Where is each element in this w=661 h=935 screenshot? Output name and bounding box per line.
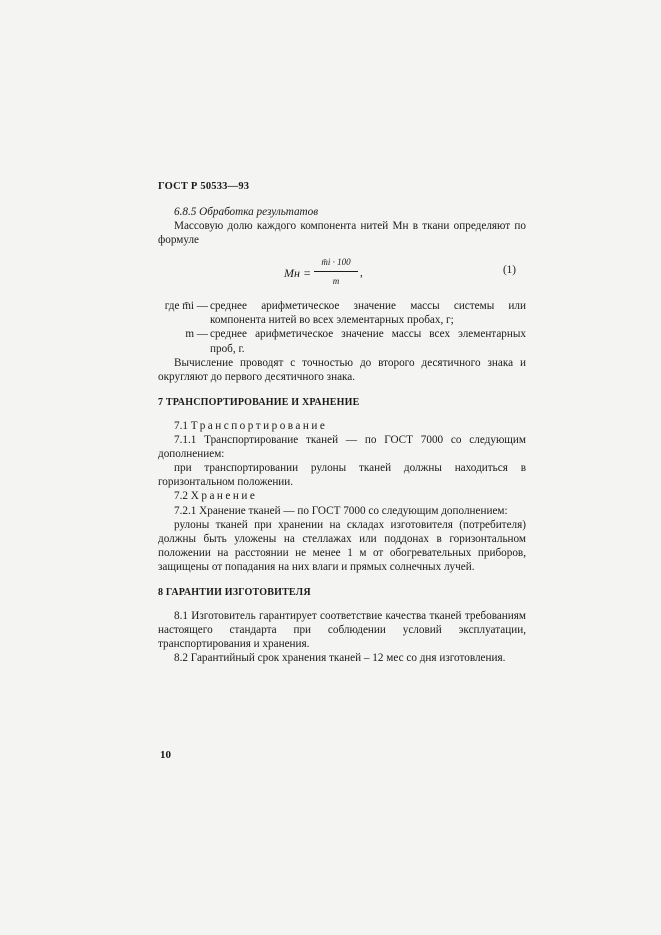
definition-value: среднее арифметическое значение массы системы или компонента нитей во всех элементарных пробах, г; [210,300,526,327]
definition-value: среднее арифметическое значение массы всех элементарных проб, г. [210,328,526,355]
formula-definitions [158,299,526,355]
definition-key: где m̄i — [164,300,208,313]
document-body [158,205,526,665]
section-6-8-5-precision: Вычисление проводят с точностью до второго десятичного знака и округляют до первого десятичного знака. [158,356,526,383]
document-header: ГОСТ Р 50533—93 [158,181,250,192]
section-7-1-title: Транспортирование [190,419,328,432]
section-7-1-heading [174,419,526,433]
formula-fraction [314,255,358,288]
section-8-2: 8.2 Гарантийный срок хранения тканей – 12 мес со дня изготовления. [174,652,506,665]
section-7-2-number: 7.2 [174,490,188,503]
section-6-8-5-title: 6.8.5 Обработка результатов [174,206,319,218]
section-7-2-title: Хранение [190,490,258,503]
section-7-2-heading [174,489,526,503]
formula-lhs: Mн = [284,266,312,281]
section-7-title: 7 ТРАНСПОРТИРОВАНИЕ И ХРАНЕНИЕ [158,396,360,408]
section-7-2-1: 7.2.1 Хранение тканей — по ГОСТ 7000 со следующим дополнением: [174,504,508,517]
definition-key: m — [185,328,208,341]
section-7-1-1: 7.1.1 Транспортирование тканей — по ГОСТ 7000 со следующим дополнением: [158,434,526,461]
section-7-1-1-addition: при транспортировании рулоны тканей должны находиться в горизонтальном положении. [158,462,526,489]
page-number: 10 [160,749,171,761]
formula-1 [174,255,526,295]
section-6-8-5-paragraph: Массовую долю каждого компонента нитей Mн в ткани определяют по формуле [158,220,526,247]
definition-row [158,299,526,327]
section-7-2-1-addition: рулоны тканей при хранении на складах изготовителя (потребителя) должны быть уложены на стеллажах или поддонах в горизонтальном положении на расстоянии не менее 1 м от обогревательных приборов, защищены от попадания на них влаги и прямых солнечных лучей. [158,518,526,573]
formula-number: (1) [502,264,516,277]
definition-row [158,327,526,355]
formula-denominator: m [332,276,340,287]
formula-numerator: m̄i · 100 [314,255,358,272]
formula-tail: , [360,267,363,280]
section-7-1-number: 7.1 [174,419,188,432]
section-8-1: 8.1 Изготовитель гарантирует соответствие качества тканей требованиям настоящего стандарта при соблюдении условий эксплуатации, транспортирования и хранения. [158,610,526,651]
section-8-title: 8 ГАРАНТИИ ИЗГОТОВИТЕЛЯ [158,586,311,598]
